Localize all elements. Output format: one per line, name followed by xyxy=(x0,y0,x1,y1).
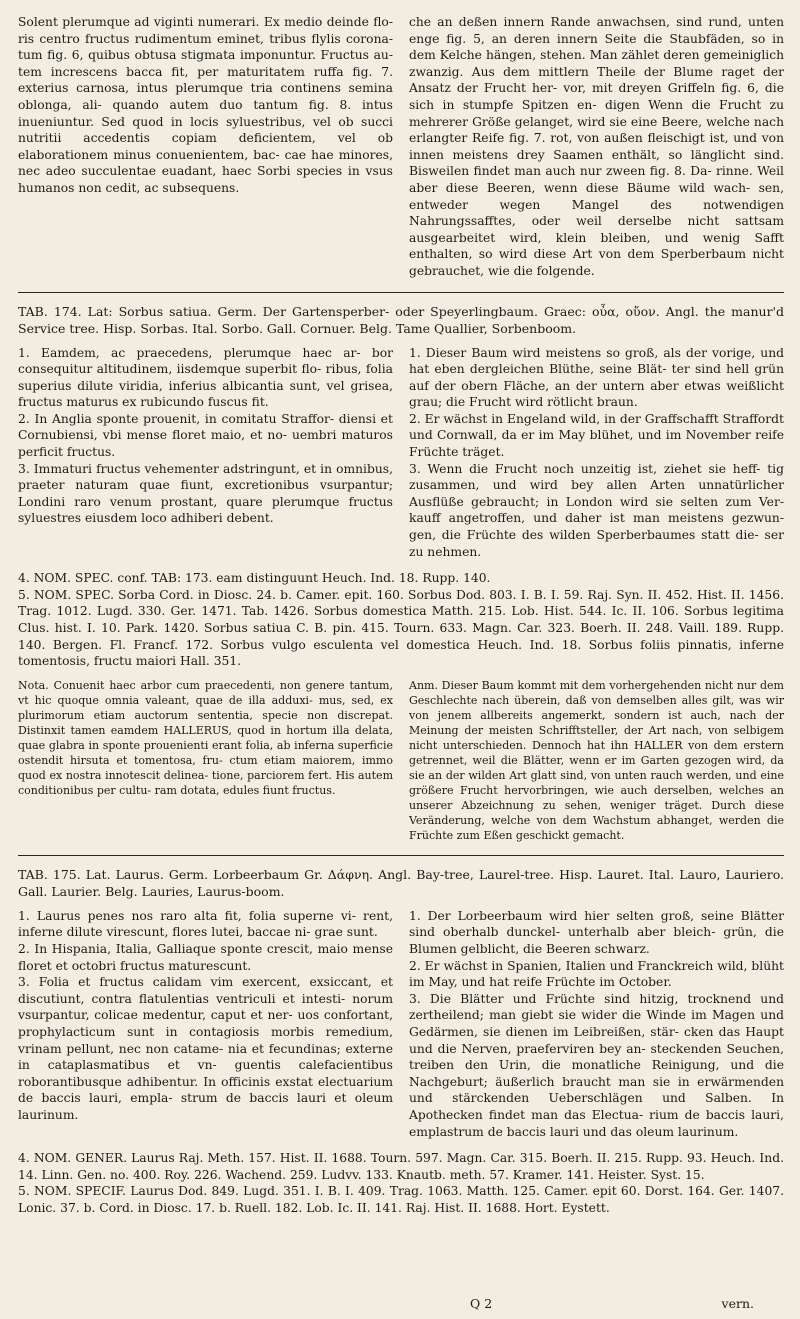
signature-mark: Q 2 xyxy=(470,1296,493,1311)
tab-174-nota: Nota. Conuenit haec arbor cum praecedenti, non genere tantum, vt hic quoque omnia valeant, quae de illa adduxi- mus, sed, ex plurimorum etiam auctorum sententia, specie non discrepat. Distinxit tamen eamdem HALLERUS, quod in hortum illa delata, quae glabra in sponte prouenienti erant folia, ab inferna superficie ostendit hirsuta et tomentosa, fru- ctum etiam maiorem, immo quod ex nostra innotescit delinea- tione, parciorem fert. His autem conditionibus per cultu- ram dotata, edules fiunt fructus. xyxy=(18,678,393,797)
tab-175-nom-5: 5. NOM. SPECIF. Laurus Dod. 849. Lugd. 351. I. B. I. 409. Trag. 1063. Matth. 125. Camer. epit 60. Dorst. 164. Ger. 1407. Lonic. 37. b. Cord. in Diosc. 17. b. Ruell. 182. Lob. Ic. II. 141. Raj. Hist. II. 1688. Hort. Eystett. xyxy=(18,1184,784,1215)
tab-174-nom-5: 5. NOM. SPEC. Sorba Cord. in Diosc. 24. b. Camer. epit. 160. Sorbus Dod. 803. I. B. I. 59. Raj. Syn. II. 452. Hist. II. 1456. Trag. 1012. Lugd. 330. Ger. 1471. Tab. 1426. Sorbus domestica Matth. 215. Lob. Hist. 544. Ic. II. 106. Sorbus legitima Clus. hist. I. 10. Park. 1420. Sorbus satiua C. B. pin. 415. Tourn. 633. Magn. Car. 323. Boerh. II. 248. Vaill. 189. Rupp. 140. Bergen. Fl. Francf. 172. Sorbus vulgo esculenta vel domestica Heuch. Ind. 18. Sorbus foliis pinnatis, inferne tomentosis, fructu maiori Hall. 351. xyxy=(18,587,784,669)
tab-174-latin-1: 1. Eamdem, ac praecedens, plerumque haec ar- bor consequitur altitudinem, iisdemque superbit flo- ribus, folia superius dilute viridia, inferius albicantia sunt, vel grisea, fructus maturus ex rubicundo fuscus fit. xyxy=(18,345,393,410)
tab-174-latin-2: 2. In Anglia sponte prouenit, in comitatu Straffor- diensi et Cornubiensi, vbi mense floret maio, et no- uembri maturos perficit fructus. xyxy=(18,411,393,460)
tab-174-heading: TAB. 174. Lat: Sorbus satiua. Germ. Der Gartensperber- oder Speyerlingbaum. Graec: οὖα, οὔον. Angl. the manur'd Service tree. Hisp. Sorbas. Ital. Sorbo. Gall. Cornuer. Belg. Tame Quallier, Sorbenboom. xyxy=(18,303,784,336)
tab-175-latin-1: 1. Laurus penes nos raro alta fit, folia superne vi- rent, inferne dilute virescunt, flores lutei, baccae ni- grae sunt. xyxy=(18,908,393,940)
tab-174-german-3: 3. Wenn die Frucht noch unzeitig ist, ziehet sie heff- tig zusammen, und wird bey allen Arten unnatürlicher Ausflüße gebraucht; in London wird sie selten zum Ver- kauff angetroffen, und daher ist man meistens gezwun- gen, die Früchte des wilden Sperberbaumes statt die- ser zu nehmen. xyxy=(409,461,784,559)
tab-174-anm: Anm. Dieser Baum kommt mit dem vorhergehenden nicht nur dem Geschlechte nach überein, daß von demselben alles gilt, was wir von jenem allbereits angemerkt, sondern ist auch, nach der Meinung der meisten Schrifftsteller, der Art nach, von selbigem nicht unterschieden. Dennoch hat ihn HALLER von dem erstern getrennet, weil die Blätter, wenn er im Garten gezogen wird, da sie an der wilden Art glatt sind, von unten rauch werden, und eine größere Frucht hervorbringen, wie auch derselben, welches an unserer Abzeichnung zu sehen, weniger träget. Durch diese Veränderung, welche von dem Wachstum abhanget, werden die Früchte zum Eßen geschickt gemacht. xyxy=(409,678,784,842)
section-rule xyxy=(18,292,784,293)
tab-175-nom-4: 4. NOM. GENER. Laurus Raj. Meth. 157. Hist. II. 1688. Tourn. 597. Magn. Car. 315. Boerh. II. 215. Rupp. 93. Heuch. Ind. 14. Linn. Gen. no. 400. Roy. 226. Wachend. 259. Ludvv. 133. Knautb. meth. 57. Kramer. 141. Heister. Syst. 15. xyxy=(18,1151,784,1182)
top-latin: Solent plerumque ad viginti numerari. Ex medio deinde flo- ris centro fructus rudimentum eminet, tribus flylis corona- tum fig. 6, quibus obtusa stigmata imponuntur. Fructus au- tem increscens bacca fit, per maturitatem ruffa fig. 7. exterius carnosa, intus plerumque tria continens semina oblonga, ali- quando autem duo tantum fig. 8. intus inueniuntur. Sed quod in locis syluestribus, vel ob succi nutritii accedentis copiam deficientem, vel ob elaborationem minus conuenientem, bac- cae hae minores, nec adeo succulentae euadant, haec Sorbi species in vsus humanos non cedit, ac subsequens. xyxy=(18,15,393,195)
tab-174-body xyxy=(18,345,784,561)
section-rule-2 xyxy=(18,855,784,856)
tab-175-german-3: 3. Die Blätter und Früchte sind hitzig, trocknend und zertheilend; man giebt sie wider die Winde im Magen und Gedärmen, sie dienen im Leibreißen, stär- cken das Haupt und die Nerven, praeferviren bey an- steckenden Seuchen, treiben den Urin, die monatliche Reinigung, und die Nachgeburt; äußerlich braucht man sie in erwärmenden und stärckenden Ueberschlägen und Salben. In Apothecken findet man das Electua- rium de baccis lauri, emplastrum de baccis lauri und das oleum laurinum. xyxy=(409,991,784,1139)
tab-175-body xyxy=(18,908,784,1140)
tab-175-german-1: 1. Der Lorbeerbaum wird hier selten groß, seine Blätter sind oberhalb dunckel- unterhalb aber bleich- grün, die Blumen gelblicht, die Beeren schwarz. xyxy=(409,908,784,956)
tab-175-heading: TAB. 175. Lat. Laurus. Germ. Lorbeerbaum Gr. Δάφνη. Angl. Bay-tree, Laurel-tree. Hisp. Lauret. Ital. Lauro, Lauriero. Gall. Laurier. Belg. Lauries, Laurus-boom. xyxy=(18,866,784,899)
top-german: che an deßen innern Rande anwachsen, sind rund, unten enge fig. 5, an deren innern Seite die Staubfäden, so in dem Kelche hängen, stehen. Man zählet deren gemeiniglich zwanzig. Aus dem mittlern Theile der Blume raget der Ansatz der Frucht her- vor, mit dreyen Griffeln fig. 6, die sich in stumpfe Spitzen en- digen Wenn die Frucht zu mehrerer Größe gelanget, wird sie eine Beere, welche nach erlangter Reife fig. 7. rot, von außen fleischigt ist, und von innen meistens drey Saamen enthält, so länglicht sind. Bisweilen findet man auch nur zween fig. 8. Da- rinne. Weil aber diese Beeren, wenn diese Bäume wild wach- sen, entweder wegen Mangel des notwendigen Nahrungssafftes, oder weil derselbe nicht sattsam ausgearbeitet wird, klein bleiben, und wenig Safft enthalten, so wird diese Art von dem Sperberbaum nicht gebrauchet, wie die folgende. xyxy=(409,15,784,278)
tab-174-german-1: 1. Dieser Baum wird meistens so groß, als der vorige, und hat eben dergleichen Blüthe, seine Blät- ter sind hell grün auf der obern Fläche, an der untern aber etwas weißlicht grau; die Frucht wird rötlicht braun. xyxy=(409,345,784,410)
catchword: vern. xyxy=(721,1296,754,1311)
tab-175-latin-2: 2. In Hispania, Italia, Galliaque sponte crescit, maio mense floret et octobri fructus maturescunt. xyxy=(18,941,393,973)
tab-175-latin-3: 3. Folia et fructus calidam vim exercent, exsiccant, et discutiunt, contra flatulentias ventriculi et intesti- norum vsurpantur, colicae medentur, caput et ner- uos confortant, prophylacticum sunt in contagiosis morbis remedium, vrinam pellunt, nec non catame- nia et fecundinas; externe in cataplasmatibus et vn- guentis calefacientibus roborantibusque adhibentur. In officinis exstat electuarium de baccis lauri, empla- strum de baccis lauri et oleum laurinum. xyxy=(18,975,393,1122)
tab-174-notes xyxy=(18,678,784,843)
tab-174-nom-4: 4. NOM. SPEC. conf. TAB: 173. eam distinguunt Heuch. Ind. 18. Rupp. 140. xyxy=(18,571,491,586)
tab-174-latin-3: 3. Immaturi fructus vehementer adstringunt, et in omnibus, praeter naturam quae fiunt, excretionibus vsurpantur; Londini raro venum prostant, quare plerumque fructus syluestres eiusdem loco adhiberi debent. xyxy=(18,461,393,526)
top-block xyxy=(18,14,784,280)
tab-175-german-2: 2. Er wächst in Spanien, Italien und Franckreich wild, blüht im May, und hat reife Früchte im October. xyxy=(409,958,784,990)
tab-174-german-2: 2. Er wächst in Engeland wild, in der Graffschafft Straffordt und Cornwall, da er im May blühet, und im November reife Früchte träget. xyxy=(409,411,784,460)
